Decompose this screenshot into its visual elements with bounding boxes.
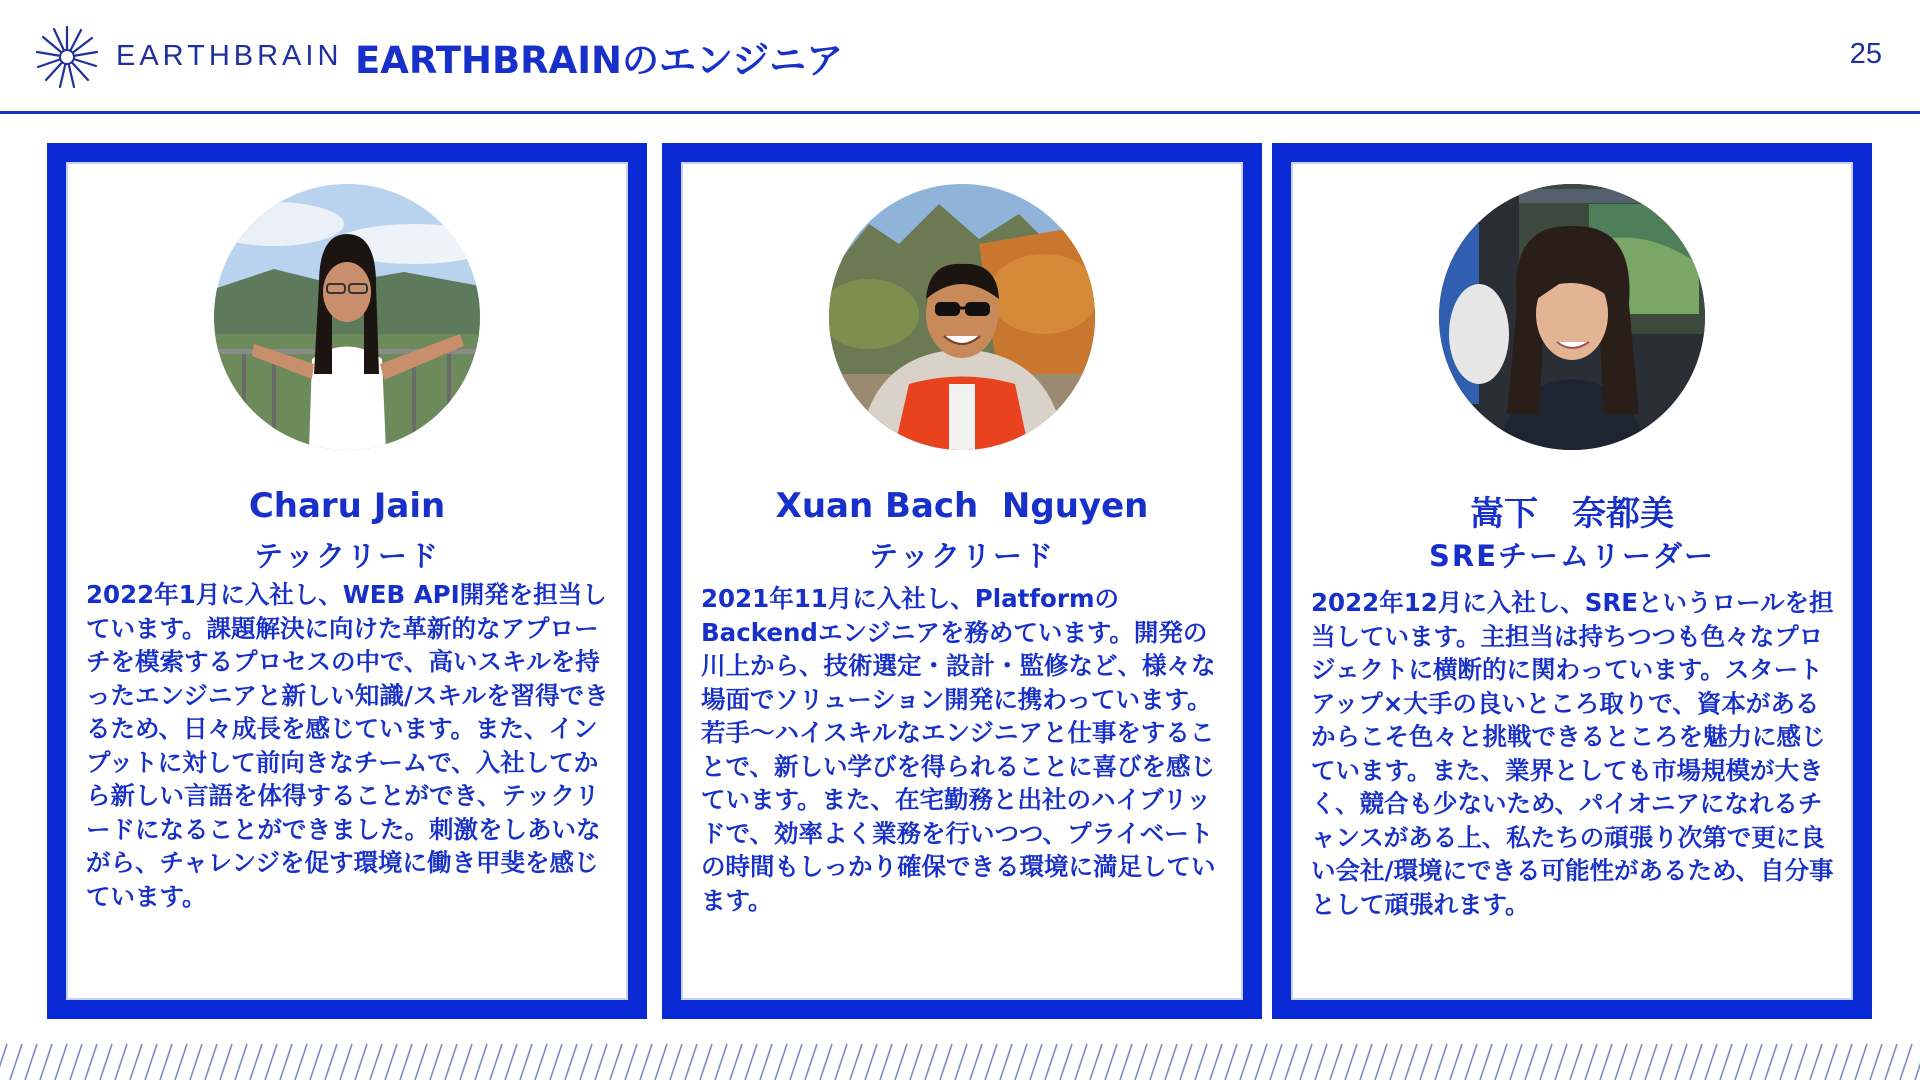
stripe-line <box>415 1044 427 1080</box>
profile-photo <box>1439 184 1705 450</box>
stripe-line <box>1780 1044 1792 1080</box>
profile-name: 嵩下 奈都美 <box>1470 494 1674 534</box>
stripe-line <box>535 1044 547 1080</box>
profile-role: テックリード <box>868 539 1055 573</box>
stripe-line <box>1210 1044 1222 1080</box>
stripe-line <box>0 1044 7 1080</box>
stripe-line <box>190 1044 202 1080</box>
header-divider <box>0 111 1920 114</box>
profile-bio: 2021年11月に入社し、PlatformのBackendエンジニアを務めています。開発の川上から、技術選定・設計・監修など、様々な場面でソリューション開発に携わっています。若手〜ハイスキルなエンジニアと仕事をすることで、新しい学びを得られることに喜びを感じています。また、在宅勤務と出社のハイブリッドで、効率よく業務を行いつつ、プライベートの時間もしっかり確保できる環境に満足しています。 <box>701 584 1216 915</box>
stripe-line <box>355 1044 367 1080</box>
stripe-line <box>100 1044 112 1080</box>
stripe-line <box>220 1044 232 1080</box>
stripe-line <box>1060 1044 1072 1080</box>
stripe-line <box>325 1044 337 1080</box>
stripe-line <box>685 1044 697 1080</box>
stripe-line <box>895 1044 907 1080</box>
stripe-line <box>310 1044 322 1080</box>
stripe-line <box>1495 1044 1507 1080</box>
stripe-line <box>1105 1044 1117 1080</box>
stripe-line <box>820 1044 832 1080</box>
stripe-line <box>1675 1044 1687 1080</box>
stripe-line <box>445 1044 457 1080</box>
stripe-line <box>1525 1044 1537 1080</box>
stripe-line <box>790 1044 802 1080</box>
stripe-line <box>430 1044 442 1080</box>
profile-bio: 2022年12月に入社し、SREというロールを担当しています。主担当は持ちつつも色々なプロジェクトに横断的に関わっています。スタートアップ×大手の良いところ取りで、資本があるからこそ色々と挑戦できるところを魅力に感じています。また、業界としても市場規模が大きく、競合も少ないため、パイオニアになれるチャンスがある上、私たちの頑張り次第で更に良い会社/環境にできる可能性があるため、自分事として頑張れます。 <box>1311 588 1834 919</box>
page-number: 25 <box>1849 38 1882 70</box>
stripe-line <box>970 1044 982 1080</box>
stripe-line <box>370 1044 382 1080</box>
profile-role: テックリード <box>253 539 440 573</box>
stripe-line <box>1615 1044 1627 1080</box>
stripe-line <box>1555 1044 1567 1080</box>
stripe-line <box>1915 1044 1920 1080</box>
stripe-line <box>1750 1044 1762 1080</box>
stripe-line <box>1735 1044 1747 1080</box>
stripe-line <box>1570 1044 1582 1080</box>
stripe-line <box>1180 1044 1192 1080</box>
stripe-line <box>1810 1044 1822 1080</box>
stripe-line <box>1465 1044 1477 1080</box>
stripe-line <box>40 1044 52 1080</box>
stripe-line <box>1030 1044 1042 1080</box>
profile-card-body <box>66 162 628 1000</box>
stripe-line <box>160 1044 172 1080</box>
stripe-line <box>1150 1044 1162 1080</box>
stripe-line <box>1705 1044 1717 1080</box>
profile-card <box>1272 143 1872 1019</box>
profile-card-body <box>1291 162 1853 1000</box>
stripe-line <box>1300 1044 1312 1080</box>
stripe-line <box>505 1044 517 1080</box>
stripe-line <box>1630 1044 1642 1080</box>
stripe-line <box>10 1044 22 1080</box>
stripe-line <box>1240 1044 1252 1080</box>
stripe-line <box>1075 1044 1087 1080</box>
stripe-line <box>700 1044 712 1080</box>
stripe-line <box>835 1044 847 1080</box>
stripe-line <box>1225 1044 1237 1080</box>
stripe-line <box>205 1044 217 1080</box>
stripe-line <box>400 1044 412 1080</box>
stripe-line <box>850 1044 862 1080</box>
stripe-line <box>1720 1044 1732 1080</box>
stripe-line <box>1360 1044 1372 1080</box>
page-title: EARTHBRAINのエンジニア <box>355 39 844 82</box>
stripe-line <box>55 1044 67 1080</box>
stripe-line <box>655 1044 667 1080</box>
profile-name: Xuan Bach Nguyen <box>775 486 1149 526</box>
stripe-line <box>1315 1044 1327 1080</box>
logo-wordmark: EARTHBRAIN <box>116 40 343 72</box>
stripe-line <box>1795 1044 1807 1080</box>
stripe-line <box>280 1044 292 1080</box>
stripe-line <box>580 1044 592 1080</box>
stripe-line <box>1840 1044 1852 1080</box>
stripe-line <box>640 1044 652 1080</box>
profile-card <box>47 143 647 1019</box>
stripe-line <box>115 1044 127 1080</box>
stripe-line <box>550 1044 562 1080</box>
profile-photo <box>829 184 1095 450</box>
stripe-line <box>1600 1044 1612 1080</box>
stripe-line <box>985 1044 997 1080</box>
stripe-line <box>595 1044 607 1080</box>
stripe-line <box>1420 1044 1432 1080</box>
stripe-line <box>1000 1044 1012 1080</box>
stripe-line <box>145 1044 157 1080</box>
profile-role: SREチームリーダー <box>1428 539 1716 573</box>
stripe-line <box>625 1044 637 1080</box>
stripe-line <box>1690 1044 1702 1080</box>
stripe-line <box>1330 1044 1342 1080</box>
stripe-line <box>1765 1044 1777 1080</box>
stripe-line <box>1015 1044 1027 1080</box>
stripe-line <box>1660 1044 1672 1080</box>
stripe-line <box>1285 1044 1297 1080</box>
stripe-line <box>1855 1044 1867 1080</box>
stripe-line <box>1510 1044 1522 1080</box>
stripe-line <box>910 1044 922 1080</box>
stripe-line <box>175 1044 187 1080</box>
stripe-line <box>610 1044 622 1080</box>
stripe-line <box>250 1044 262 1080</box>
stripe-line <box>1345 1044 1357 1080</box>
stripe-line <box>1540 1044 1552 1080</box>
stripe-line <box>1195 1044 1207 1080</box>
stripe-line <box>940 1044 952 1080</box>
stripe-line <box>1825 1044 1837 1080</box>
stripe-line <box>1450 1044 1462 1080</box>
stripe-line <box>1165 1044 1177 1080</box>
stripe-line <box>1870 1044 1882 1080</box>
stripe-line <box>70 1044 82 1080</box>
stripe-line <box>265 1044 277 1080</box>
stripe-line <box>130 1044 142 1080</box>
stripe-line <box>1885 1044 1897 1080</box>
stripe-line <box>460 1044 472 1080</box>
profile-card-body <box>681 162 1243 1000</box>
stripe-line <box>1585 1044 1597 1080</box>
stripe-line <box>295 1044 307 1080</box>
stripe-line <box>715 1044 727 1080</box>
stripe-line <box>1045 1044 1057 1080</box>
stripe-line <box>1405 1044 1417 1080</box>
earthbrain-logo-icon <box>34 24 100 90</box>
stripe-line <box>745 1044 757 1080</box>
stripe-line <box>385 1044 397 1080</box>
stripe-line <box>1435 1044 1447 1080</box>
stripe-line <box>880 1044 892 1080</box>
stripe-line <box>925 1044 937 1080</box>
stripe-line <box>865 1044 877 1080</box>
stripe-line <box>1120 1044 1132 1080</box>
stripe-line <box>805 1044 817 1080</box>
stripe-line <box>235 1044 247 1080</box>
stripe-line <box>85 1044 97 1080</box>
stripe-line <box>1090 1044 1102 1080</box>
stripe-line <box>1270 1044 1282 1080</box>
profile-card <box>662 143 1262 1019</box>
stripe-line <box>775 1044 787 1080</box>
profile-bio: 2022年1月に入社し、WEB API開発を担当しています。課題解決に向けた革新的なアプローチを模索するプロセスの中で、高いスキルを持ったエンジニアと新しい知識/スキルを習得できるため、日々成長を感じています。また、インプットに対して前向きなチームで、入社してから新しい言語を体得することができ、テックリードになることができました。刺激をしあいながら、チャレンジを促す環境に働き甲斐を感じています。 <box>86 580 609 911</box>
stripe-line <box>1255 1044 1267 1080</box>
stripe-line <box>1135 1044 1147 1080</box>
stripe-line <box>1375 1044 1387 1080</box>
stripe-line <box>1390 1044 1402 1080</box>
stripe-line <box>760 1044 772 1080</box>
stripe-line <box>490 1044 502 1080</box>
stripe-line <box>1900 1044 1912 1080</box>
profile-photo <box>214 184 480 450</box>
stripe-line <box>25 1044 37 1080</box>
stripe-line <box>565 1044 577 1080</box>
stripe-line <box>1480 1044 1492 1080</box>
stripe-line <box>475 1044 487 1080</box>
profile-name: Charu Jain <box>248 486 446 526</box>
stripe-line <box>955 1044 967 1080</box>
stripe-line <box>730 1044 742 1080</box>
stripe-line <box>520 1044 532 1080</box>
stripe-line <box>340 1044 352 1080</box>
stripe-line <box>670 1044 682 1080</box>
stripe-line <box>1645 1044 1657 1080</box>
footer-stripe-decoration <box>0 1044 1920 1080</box>
